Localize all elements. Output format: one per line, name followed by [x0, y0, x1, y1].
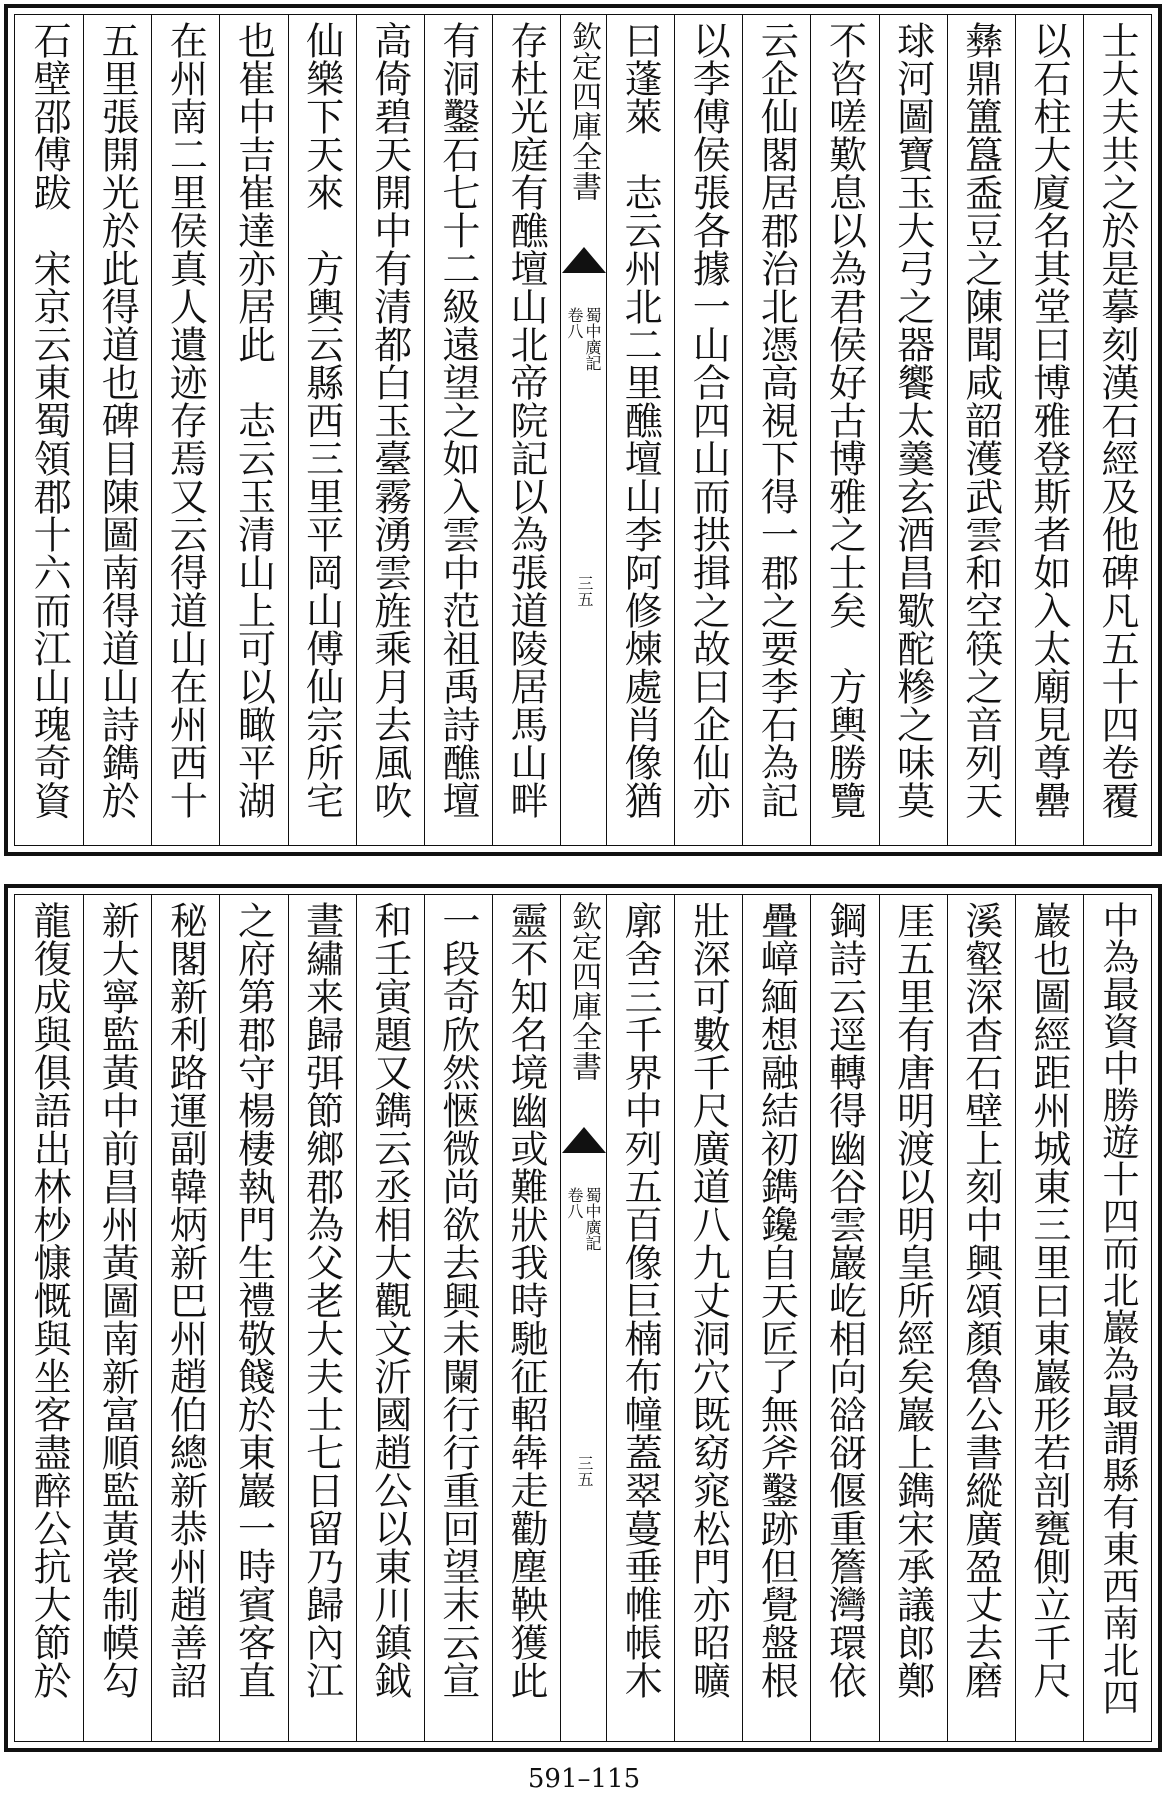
- bottom-text-column: 厓五里有唐明渡以明皇所經矣巖上鐫宋承議郎鄭: [879, 895, 947, 1741]
- top-text-column: 球河圖寶玉大弓之器饗太羹玄酒昌歜酡糝之味莫: [879, 15, 947, 845]
- top-text-column: 高倚碧天開中有清都白玉臺霧湧雲旌乘月去風吹: [356, 15, 424, 845]
- top-margin-title: 欽定四庫全書: [566, 21, 601, 201]
- bottom-text-column: 晝繡来歸弭節鄉郡為父老大夫士七日留乃歸內江: [288, 895, 356, 1741]
- top-folio-panel: [4, 4, 1162, 856]
- bottom-text-column: 廓舍三千界中列五百像巨楠布幢蓋翠蔓垂帷帳木: [606, 895, 674, 1741]
- bottom-margin-title: 欽定四庫全書: [566, 901, 601, 1081]
- bottom-text-column: 之府第郡守楊棲執門生禮敬餞於東巖一時賓客直: [219, 895, 287, 1741]
- bottom-text-column: 鋼詩云逕轉得幽谷雲巖屹相向谽谺偃重簷灣環依: [810, 895, 878, 1741]
- bottom-text-column: 一段奇欣然愜微尚欲去興未闌行行重回望末云宣: [424, 895, 492, 1741]
- top-text-column: 有洞鑿石七十二級遠望之如入雲中范祖禹詩醮壇: [424, 15, 492, 845]
- top-text-column: 曰蓬萊 志云州北二里醮壇山李阿修煉處肖像猶: [606, 15, 674, 845]
- top-text-column: 以李傅侯張各據一山合四山而拱揖之故曰企仙亦: [674, 15, 742, 845]
- bottom-margin-volume: 卷八: [565, 1187, 584, 1219]
- page-number: 591–115: [527, 1764, 641, 1794]
- bottom-text-column: 溪壑深杳石壁上刻中興頌顏魯公書縱廣盈丈去磨: [947, 895, 1015, 1741]
- top-text-column: 存杜光庭有醮壇山北帝院記以為張道陵居馬山畔: [492, 15, 560, 845]
- bottom-margin-folio-number: 三五: [575, 1455, 594, 1487]
- top-text-column: 在州南二里侯真人遺迹存焉又云得道山在州西十: [151, 15, 219, 845]
- bottom-folio-frame: [14, 894, 1152, 1742]
- bottom-text-column: 壯深可數千尺廣道八九丈洞穴既窈窕松門亦昭曠: [674, 895, 742, 1741]
- bottom-fish-tail-mark-icon: [562, 1127, 606, 1153]
- bottom-text-column: 新大寧監黃中前昌州黃圖南新富順監黃裳制幙勾: [83, 895, 151, 1741]
- top-center-margin: [560, 15, 606, 845]
- top-text-column: 云企仙閣居郡治北憑高視下得一郡之要李石為記: [742, 15, 810, 845]
- bottom-center-margin: [560, 895, 606, 1741]
- top-margin-folio-number: 三五: [575, 575, 594, 607]
- bottom-text-column: 巖也圖經距州城東三里曰東巖形若剖甕側立千尺: [1015, 895, 1083, 1741]
- top-text-column: 仙樂下天來 方輿云縣西三里平岡山傅仙宗所宅: [288, 15, 356, 845]
- top-text-column: 不咨嗟歎息以為君侯好古博雅之士矣 方輿勝覽: [810, 15, 878, 845]
- top-text-column: 也崔中吉崔達亦居此 志云玉清山上可以瞰平湖: [219, 15, 287, 845]
- bottom-text-column: 和壬寅題又鐫云丞相大觀文沂國趙公以東川鎮鉞: [356, 895, 424, 1741]
- bottom-text-column: 疊嶂緬想融結初鐫鑱自天匠了無斧鑿跡但覺盤根: [742, 895, 810, 1741]
- top-fish-tail-mark-icon: [562, 247, 606, 273]
- bottom-text-column: 中為最資中勝遊十四而北巖為最謂縣有東西南北四: [1083, 895, 1151, 1741]
- bottom-text-column: 靈不知名境幽或難狀我時馳征軺犇走勸塵鞅獲此: [492, 895, 560, 1741]
- top-text-column: 五里張開光於此得道也碑目陳圖南得道山詩鐫於: [83, 15, 151, 845]
- top-text-column: 石壁邵傅跋 宋京云東蜀領郡十六而江山瑰奇資: [27, 21, 72, 819]
- top-margin-volume: 卷八: [565, 307, 584, 339]
- bottom-text-column: 秘閣新利路運副韓炳新巴州趙伯總新恭州趙善詔: [151, 895, 219, 1741]
- bottom-folio-panel: [4, 884, 1162, 1752]
- top-text-column: 以石柱大廈名其堂曰博雅登斯者如入太廟見尊罍: [1015, 15, 1083, 845]
- top-text-column: 彝鼎簠簋盉豆之陳聞咸韶濩武雲和空筷之音列天: [947, 15, 1015, 845]
- bottom-margin-book-title: 蜀中廣記: [583, 1187, 602, 1251]
- bottom-text-column: 龍復成與俱語出林杪慷慨與坐客盡醉公抗大節於: [27, 901, 72, 1699]
- top-folio-frame: [14, 14, 1152, 846]
- top-text-column: 士大夫共之於是摹刻漢石經及他碑凡五十四卷覆: [1083, 15, 1151, 845]
- top-margin-book-title: 蜀中廣記: [583, 307, 602, 371]
